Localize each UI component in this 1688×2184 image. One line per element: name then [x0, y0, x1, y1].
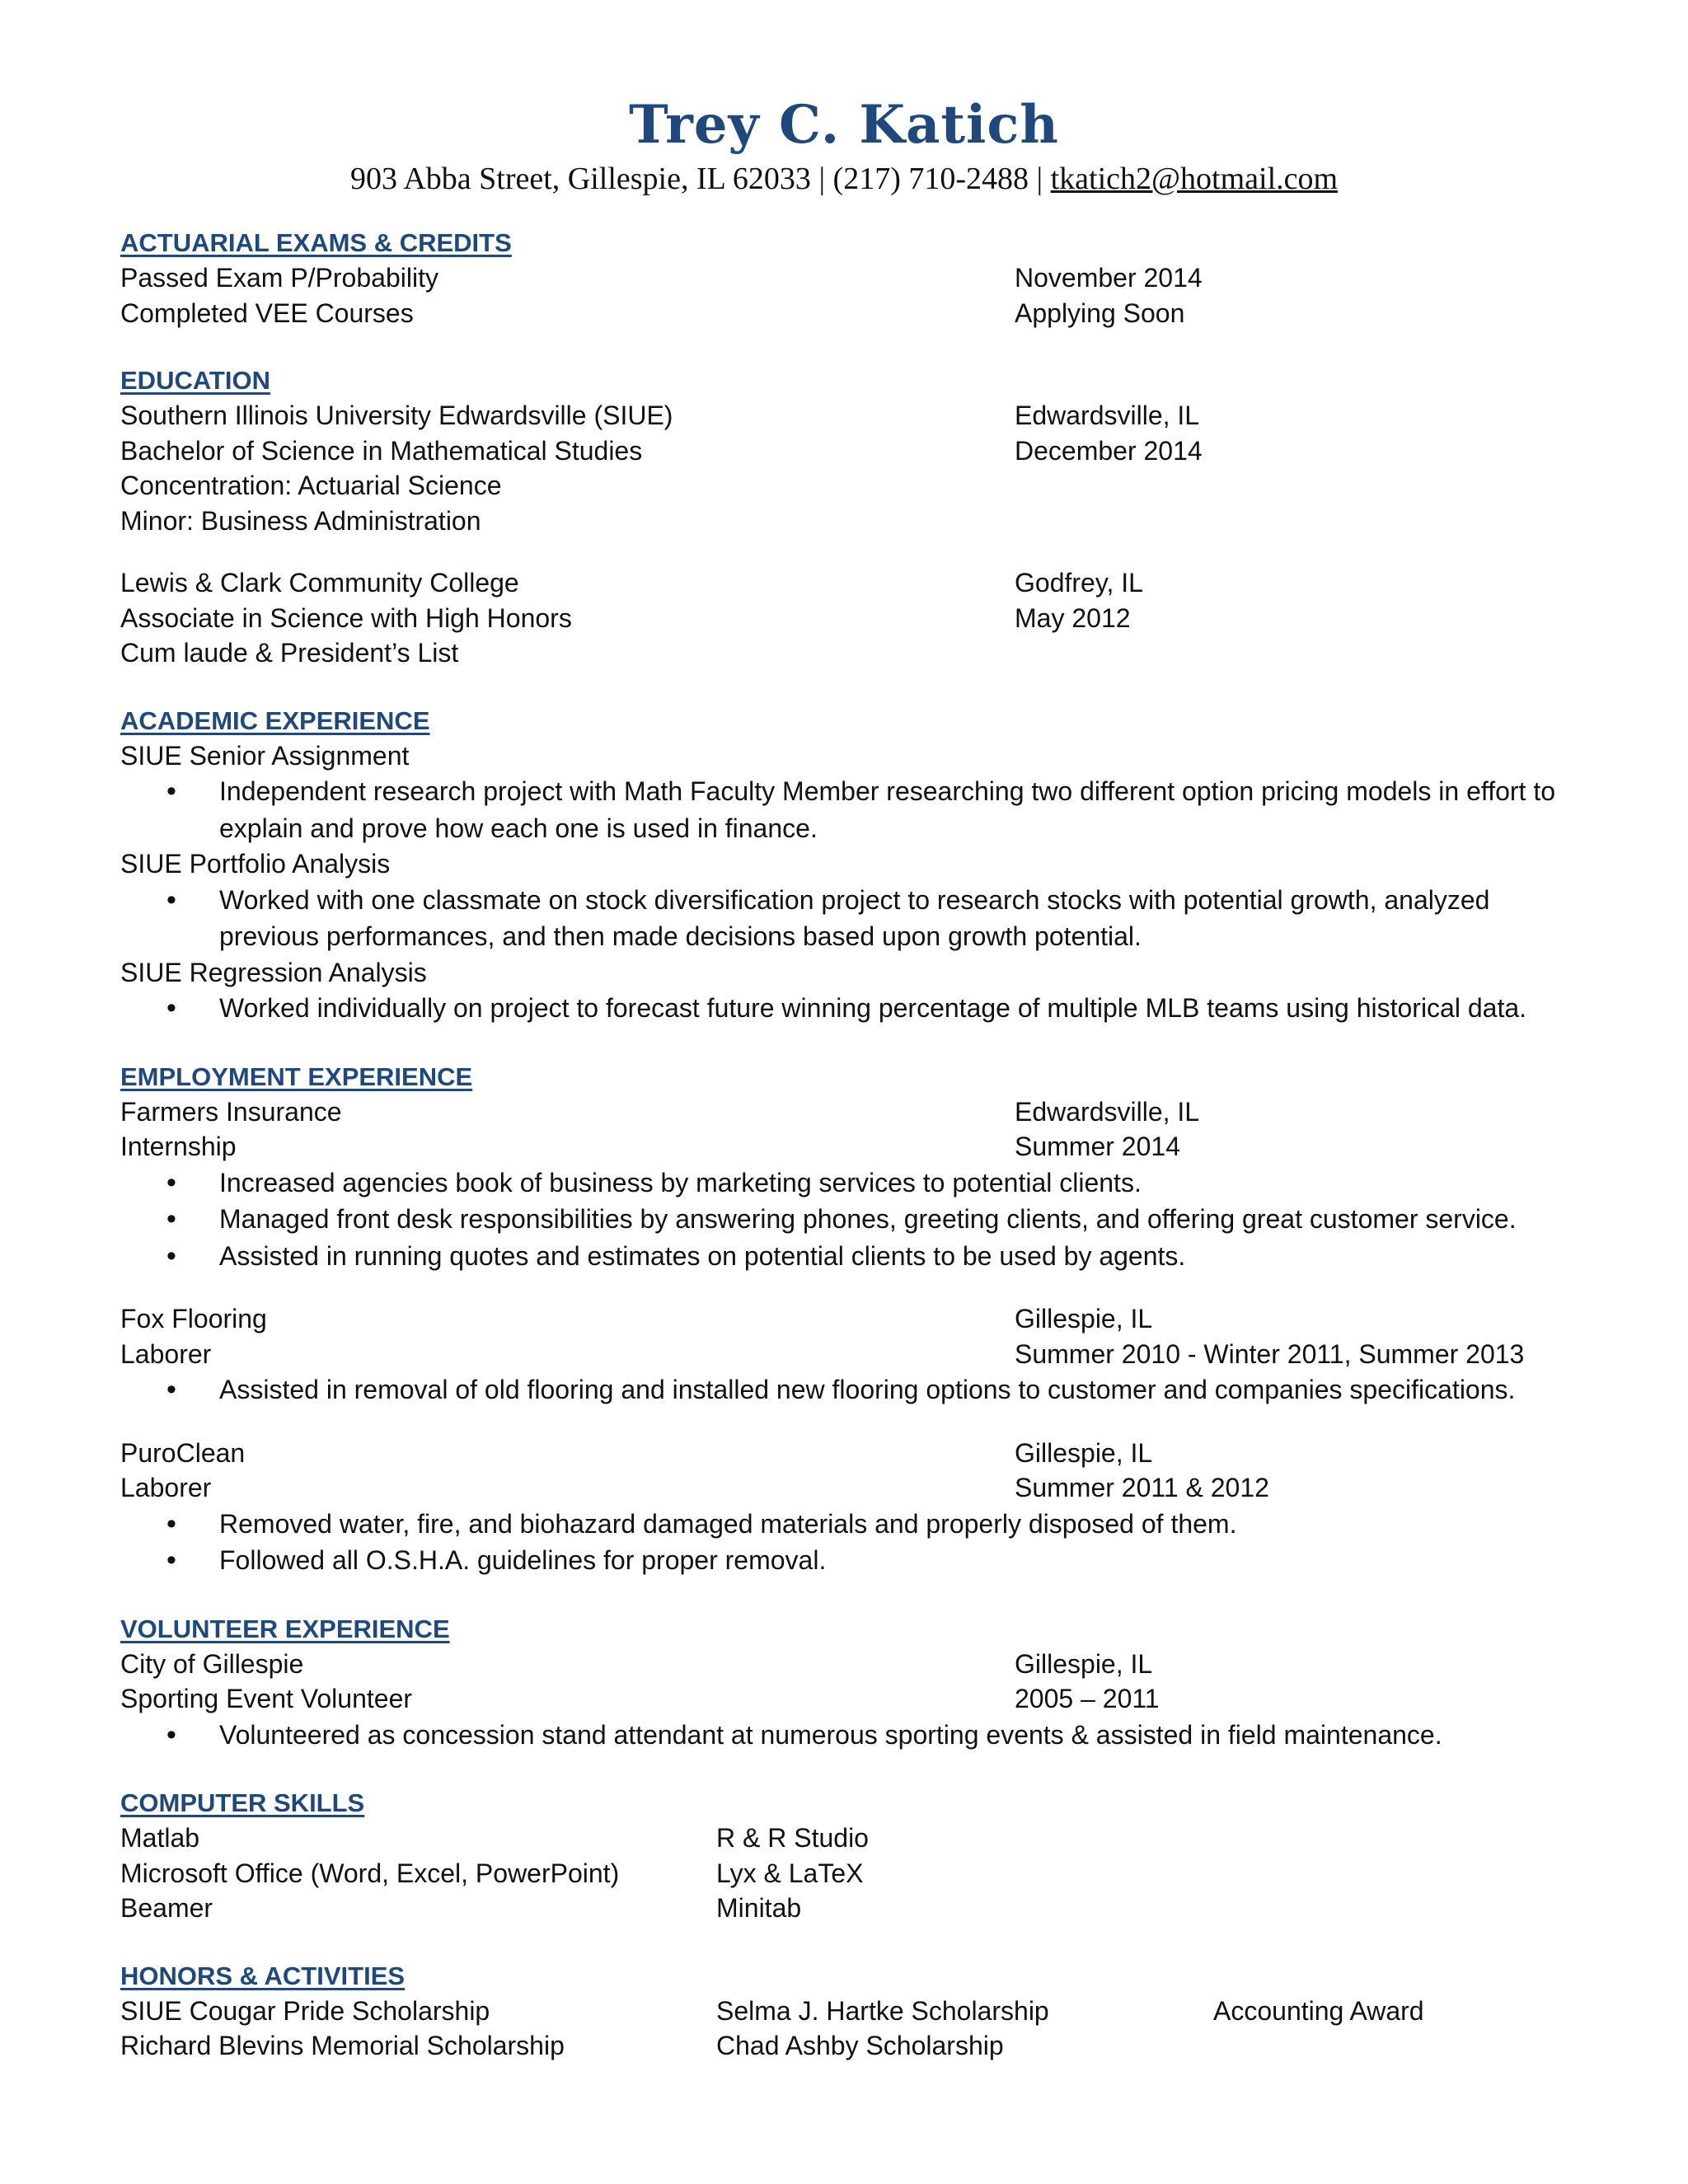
honor-item: Richard Blevins Memorial Scholarship [120, 2031, 565, 2060]
honors-row [120, 1994, 1579, 2029]
section-volunteer [120, 1612, 1579, 1754]
job-entry [120, 1436, 1579, 1579]
education-entry [120, 565, 1579, 671]
skill-item: Lyx & LaTeX [716, 1858, 864, 1888]
honor-item: Selma J. Hartke Scholarship [716, 1995, 1049, 2026]
email-link[interactable]: tkatich2@hotmail.com [1050, 162, 1339, 196]
volunteer-role-row [120, 1681, 1579, 1717]
bullet-list [120, 773, 1579, 846]
job-company-row [120, 1436, 1579, 1471]
education-degree-row [120, 434, 1579, 469]
education-school-row [120, 565, 1579, 601]
degree-date: May 2012 [1015, 602, 1131, 633]
volunteer-role: Sporting Event Volunteer [120, 1684, 413, 1713]
company-name: Farmers Insurance [120, 1096, 342, 1127]
bullet-list [120, 1371, 1579, 1408]
spacer [120, 1274, 1579, 1301]
job-entry [120, 1301, 1579, 1408]
project-name: SIUE Regression Analysis [120, 957, 427, 987]
section-exams [120, 226, 1579, 330]
skills-row [120, 1891, 1579, 1926]
degree: Bachelor of Science in Mathematical Studies [120, 435, 643, 466]
job-role: Internship [120, 1132, 237, 1161]
separator: | [1036, 162, 1043, 196]
resume-body [120, 226, 1579, 2097]
job-dates: Summer 2010 - Winter 2011, Summer 2013 [1015, 1338, 1525, 1369]
job-company-row [120, 1094, 1579, 1130]
bullet-item: • Worked with one classmate on stock diversification project to research stocks with potential growth, analyzed previous performances, and then made decisions based upon growth potential. [120, 882, 1579, 955]
spacer [120, 1408, 1579, 1436]
minor: Minor: Business Administration [120, 505, 481, 536]
job-entry [120, 1094, 1579, 1275]
honor-item [1213, 2028, 1579, 2064]
bullet-item: • Volunteered as concession stand attendant at numerous sporting events & assisted in field maintenance. [120, 1717, 1579, 1754]
volunteer-org-row [120, 1647, 1579, 1682]
honor-item: Accounting Award [1213, 1995, 1424, 2026]
section-title: COMPUTER SKILLS [120, 1788, 365, 1817]
bullet-item: • Removed water, fire, and biohazard damaged materials and properly disposed of them. [120, 1506, 1579, 1543]
bullet-list [120, 882, 1579, 955]
concentration: Concentration: Actuarial Science [120, 471, 502, 500]
job-location: Edwardsville, IL [1015, 1096, 1200, 1127]
section-employment [120, 1060, 1579, 1579]
skill-item: Minitab [716, 1893, 802, 1923]
bullet-item: • Increased agencies book of business by marketing services to potential clients. [120, 1165, 1579, 1202]
phone: (217) 710-2488 [832, 162, 1029, 196]
honors-row [120, 2028, 1579, 2064]
skill-item: Microsoft Office (Word, Excel, PowerPoint) [120, 1858, 620, 1888]
bullet-list [120, 1717, 1579, 1754]
exam-name: Completed VEE Courses [120, 298, 414, 328]
section-title: EDUCATION [120, 366, 270, 395]
school-location: Godfrey, IL [1015, 568, 1143, 598]
bullet-item: • Followed all O.S.H.A. guidelines for proper removal. [120, 1542, 1579, 1579]
bullet-item: • Independent research project with Math Faculty Member researching two different option pricing models in effort to explain and prove how each one is used in finance. [120, 773, 1579, 846]
separator: | [818, 162, 826, 196]
job-dates: Summer 2011 & 2012 [1015, 1473, 1269, 1502]
education-degree-row [120, 601, 1579, 636]
exam-row [120, 260, 1579, 296]
bullet-list [120, 990, 1579, 1027]
job-role: Laborer [120, 1473, 212, 1502]
job-location: Gillespie, IL [1015, 1437, 1153, 1468]
honor-item: SIUE Cougar Pride Scholarship [120, 1995, 490, 2026]
education-entry [120, 398, 1579, 538]
job-role-row [120, 1470, 1579, 1506]
bullet-item: • Managed front desk responsibilities by answering phones, greeting clients, and offering great customer service. [120, 1201, 1579, 1238]
degree: Associate in Science with High Honors [120, 602, 572, 633]
exam-date: Applying Soon [1015, 298, 1185, 328]
section-title: VOLUNTEER EXPERIENCE [120, 1614, 450, 1643]
volunteer-org: City of Gillespie [120, 1648, 304, 1679]
address: 903 Abba Street, Gillespie, IL 62033 [349, 162, 811, 196]
bullet-list [120, 1165, 1579, 1275]
section-title: HONORS & ACTIVITIES [120, 1961, 406, 1990]
job-location: Gillespie, IL [1015, 1304, 1153, 1333]
bullet-list [120, 1506, 1579, 1579]
school-name: Lewis & Clark Community College [120, 568, 519, 598]
bullet-item: • Worked individually on project to forecast future winning percentage of multiple MLB teams using historical data. [120, 990, 1579, 1027]
exam-date: November 2014 [1015, 263, 1203, 293]
company-name: Fox Flooring [120, 1304, 267, 1333]
job-dates: Summer 2014 [1015, 1132, 1180, 1161]
honors-note: Cum laude & President’s List [120, 638, 459, 668]
section-skills [120, 1786, 1579, 1926]
school-location: Edwardsville, IL [1015, 401, 1200, 430]
exam-row [120, 296, 1579, 331]
bullet-item: • Assisted in running quotes and estimates on potential clients to be used by agents. [120, 1238, 1579, 1275]
skills-row [120, 1856, 1579, 1891]
skill-item: Matlab [120, 1823, 200, 1853]
section-education [120, 363, 1579, 671]
exam-name: Passed Exam P/Probability [120, 263, 438, 293]
resume-header [0, 92, 1688, 199]
company-name: PuroClean [120, 1437, 246, 1468]
job-role: Laborer [120, 1338, 212, 1369]
section-title: EMPLOYMENT EXPERIENCE [120, 1062, 473, 1091]
degree-date: December 2014 [1015, 435, 1203, 466]
job-role-row [120, 1337, 1579, 1372]
candidate-name: Trey C. Katich [629, 94, 1059, 156]
job-company-row [120, 1301, 1579, 1337]
section-honors [120, 1959, 1579, 2064]
education-school-row [120, 398, 1579, 434]
bullet-item: • Assisted in removal of old flooring and installed new flooring options to customer and companies specifications. [120, 1371, 1579, 1408]
project-name: SIUE Portfolio Analysis [120, 849, 391, 879]
contact-line [0, 158, 1688, 199]
skill-item: R & R Studio [716, 1823, 869, 1853]
section-title: ACADEMIC EXPERIENCE [120, 705, 430, 735]
skills-row [120, 1821, 1579, 1856]
skill-item: Beamer [120, 1893, 213, 1923]
section-title: ACTUARIAL EXAMS & CREDITS [120, 228, 512, 257]
section-academic [120, 704, 1579, 1027]
job-role-row [120, 1129, 1579, 1165]
volunteer-location: Gillespie, IL [1015, 1648, 1153, 1679]
honor-item: Chad Ashby Scholarship [716, 2031, 1004, 2060]
spacer [120, 538, 1579, 565]
school-name: Southern Illinois University Edwardsville (SIUE) [120, 401, 673, 430]
volunteer-dates: 2005 – 2011 [1015, 1684, 1160, 1713]
project-name: SIUE Senior Assignment [120, 740, 410, 771]
